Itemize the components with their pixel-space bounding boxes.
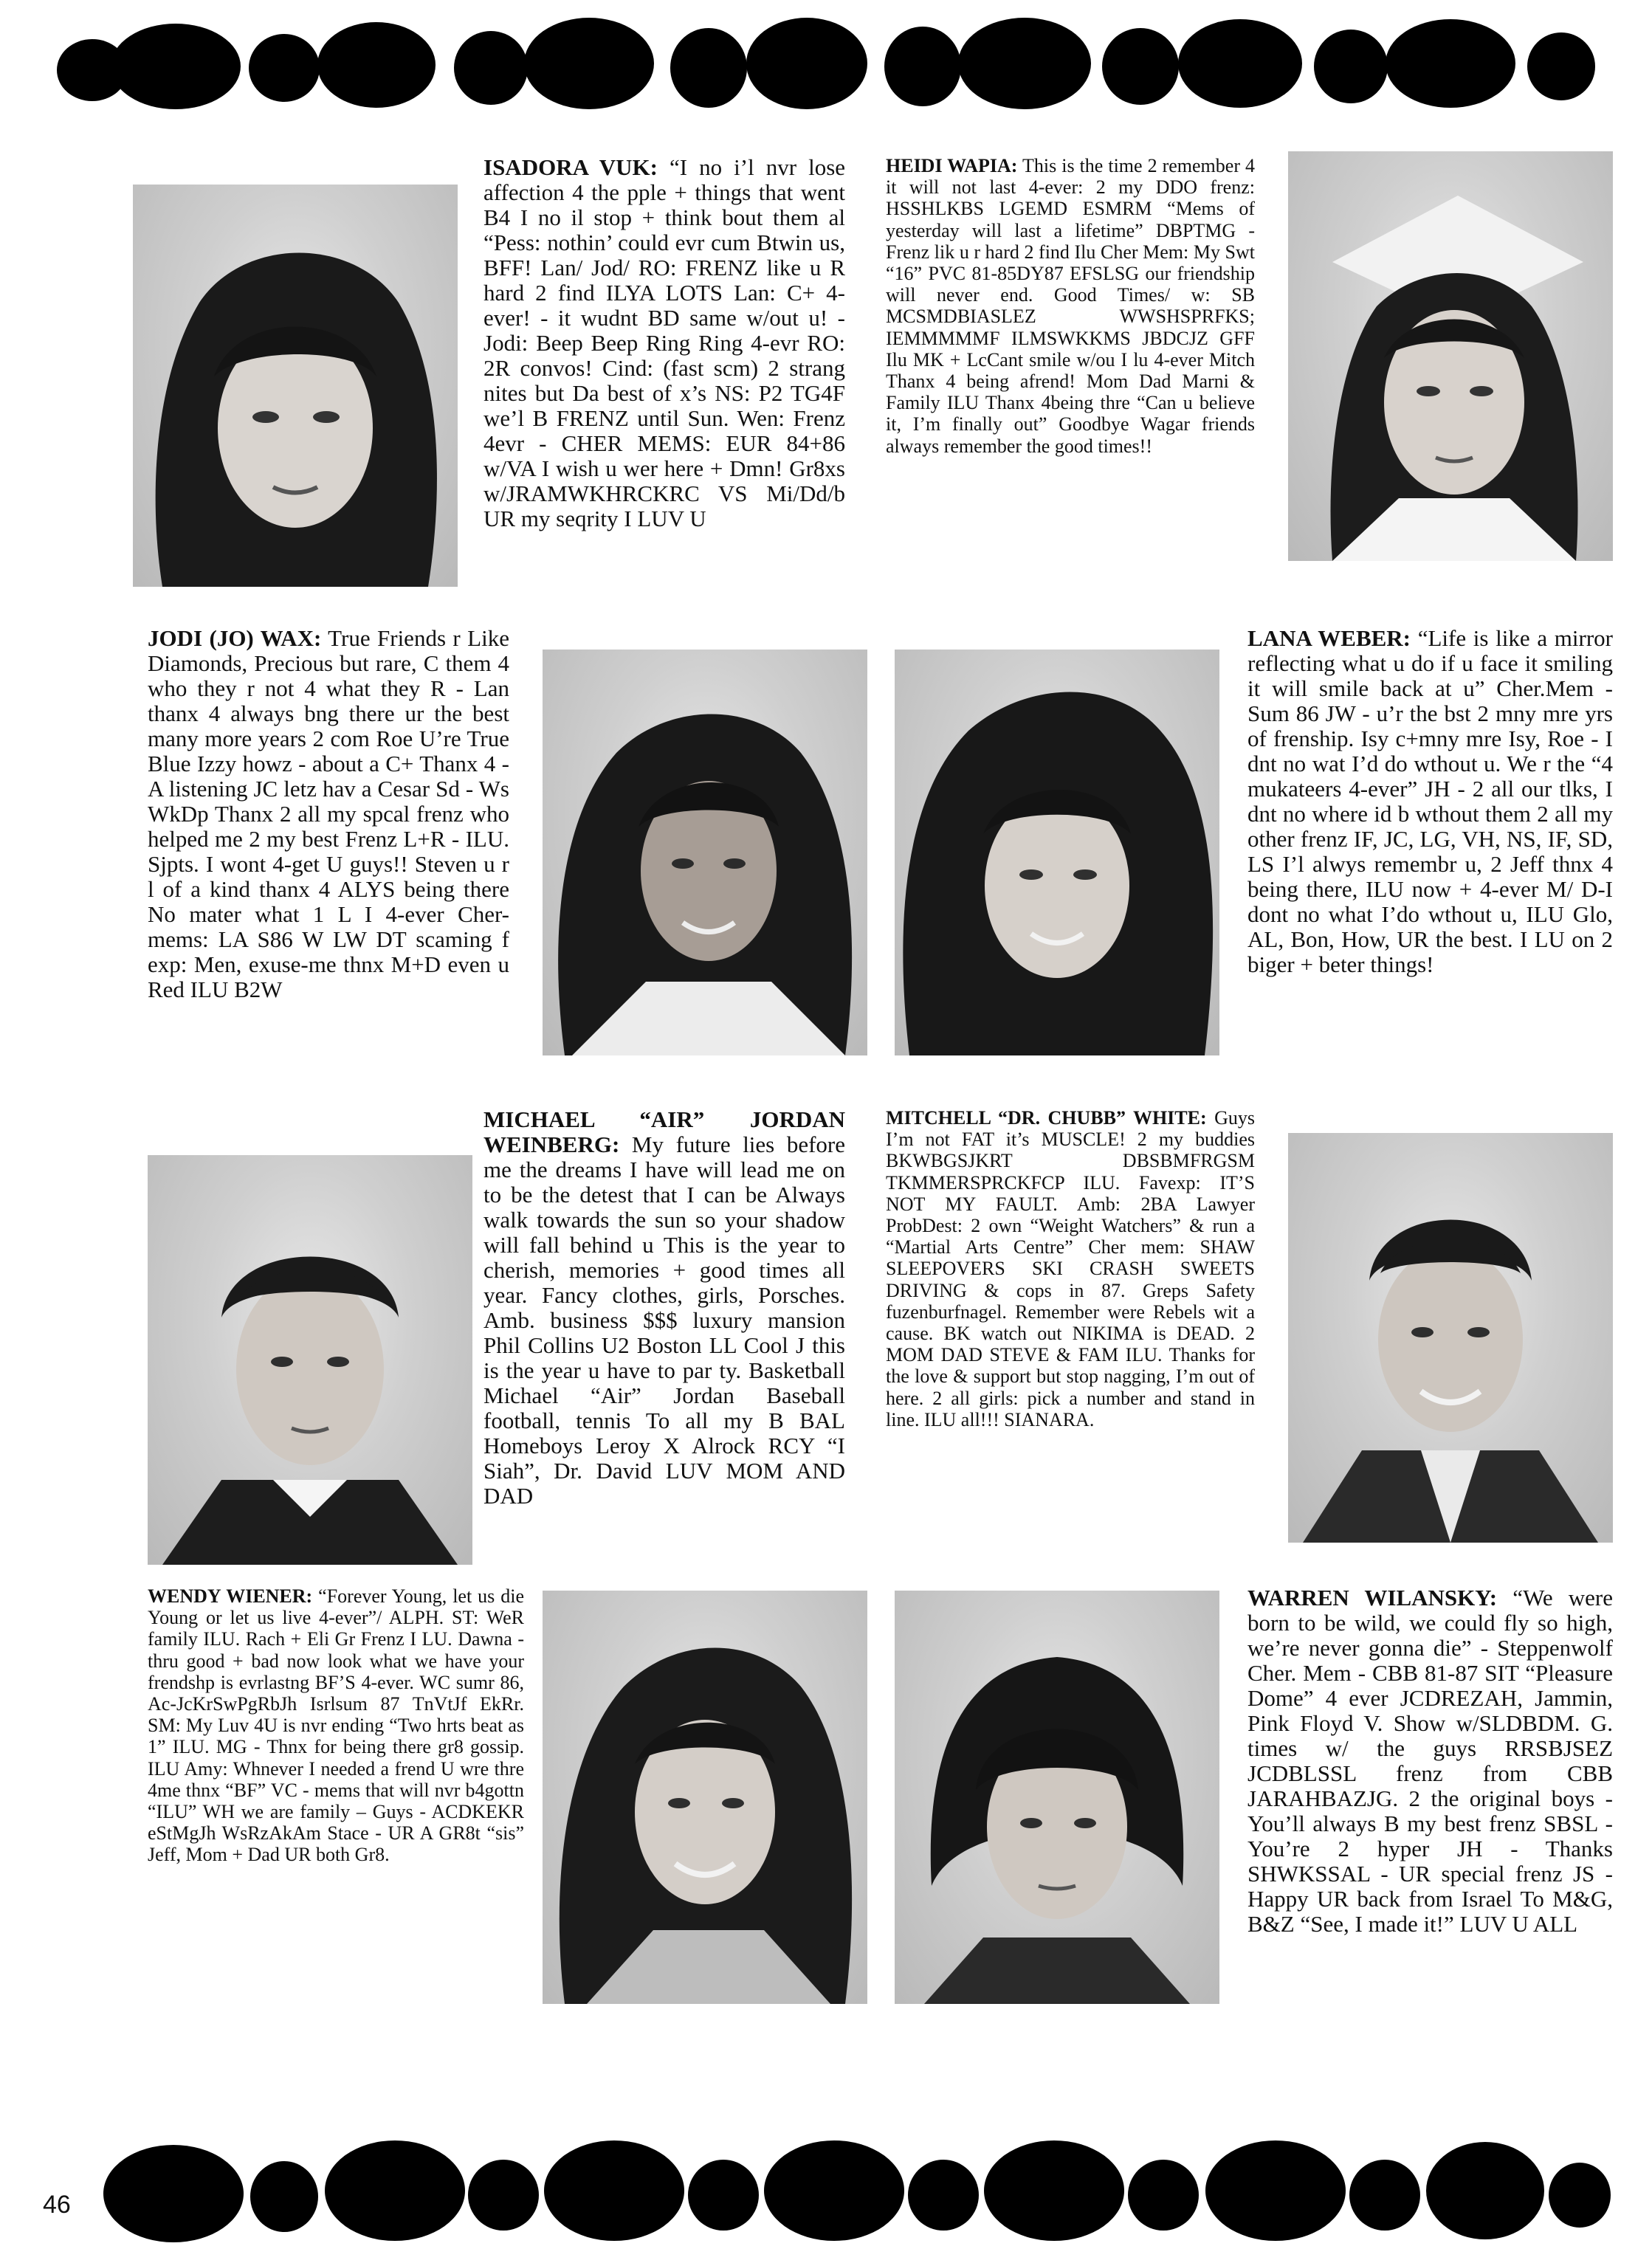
portrait-photo-warren-wilansky (895, 1591, 1219, 2004)
footprint-heel (670, 28, 747, 108)
footprint-sole (984, 2140, 1124, 2241)
bottom-footprints-border (0, 2126, 1652, 2259)
portrait-photo-isadora-vuk (133, 185, 458, 587)
student-name: MITCHELL “DR. CHUBB” WHITE: (886, 1107, 1207, 1129)
portrait-photo-mitchell-white (1288, 1133, 1613, 1543)
student-name: JODI (JO) WAX: (148, 626, 322, 651)
footprint-sole (544, 2140, 684, 2241)
student-quote: My future lies before me the dreams I have will lead me on to be the detest that I can be Always walk towards the sun so your shadow will fall behind u This is the year to cherish, memories + good times all year. Fancy clothes, girls, Porsches. Amb. business $$$ luxury mansion Phil Collins U2 Boston LL Cool J this is the year u have to par ty. Basketball Michael “Air” Jordan Baseball football, tennis To all my B BAL Homeboys Leroy X Alrock RCY “I Siah”, Dr. David LUV MOM AND DAD (483, 1132, 845, 1509)
entry-wendy-wiener (148, 1585, 524, 1940)
footprint-heel (1549, 2163, 1611, 2228)
footprint-sole (524, 18, 654, 109)
footprint-sole (111, 24, 241, 109)
footprint-sole (958, 18, 1091, 109)
footprint-heel (1527, 32, 1595, 100)
footprint-sole (1205, 2140, 1346, 2241)
portrait-photo-michael-weinberg (148, 1155, 472, 1565)
entry-mitchell-white (886, 1107, 1255, 1476)
portrait-photo-heidi-wapia (1288, 151, 1613, 561)
footprint-sole (325, 2140, 465, 2241)
footprint-sole (317, 22, 436, 108)
footprint-sole (1178, 19, 1302, 108)
entry-michael-weinberg (483, 1107, 845, 1535)
footprint-sole (103, 2145, 244, 2242)
student-quote: “Life is like a mirror reflecting what u do if u face it smiling it will smile back at u” Cher.Mem - Sum 86 JW - u’r the bst 2 mny mre yrs of frenship. Isy c+mny mre Isy, Roe - I dnt no wat I’d do wthout u. We r the “4 mukateers 4-ever” JH - 2 all our tlks, I dnt no where id b wthout them 2 all my other frenz IF, JC, LG, VH, NS, IF, SD, LS I’l alwys remembr u, 2 Jeff thnx 4 being there, ILU now + 4-ever M/ D-I dont no what I’do wthout u, ILU Glo, AL, Bon, How, UR the best. I LU on 2 biger + beter things! (1247, 626, 1613, 977)
student-name: WARREN WILANSKY: (1247, 1585, 1498, 1611)
footprint-heel (1102, 28, 1179, 105)
student-name: HEIDI WAPIA: (886, 155, 1018, 176)
footprint-heel (249, 34, 320, 102)
footprint-heel (1349, 2160, 1420, 2231)
footprint-sole (1426, 2142, 1544, 2239)
footprint-sole (746, 18, 867, 109)
footprint-heel (250, 2161, 318, 2232)
student-quote: True Friends r Like Diamonds, Precious but rare, C them 4 who they r not 4 what they R - Lan thanx 4 always bng there ur the best many more years 2 com Roe U’re True Blue Izzy howz - about a C+ Thanx 4 - A listening JC letz hav a Cesar Sd - Ws WkDp Thanx 2 all my spcal frenz who helped me 2 my best Frenz L+R - ILU. Sjpts. I wont 4-get U guys!! Steven u r l of a kind thanx 4 ALYS being there No mater what 1 L I 4-ever Cher-mems: LA S86 W LW DT scaming f exp: Men, exuse-me thnx M+D even u Red ILU B2W (148, 626, 509, 1002)
footprint-heel (908, 2160, 979, 2231)
footprint-heel (884, 27, 961, 106)
student-quote: Guys I’m not FAT it’s MUSCLE! 2 my buddies BKWBGSJKRT DBSBMFRGSM TKMMERSPRCKFCP ILU. Favexp: IT’S NOT MY FAULT. Amb: 2BA Lawyer ProbDest: 2 own “Weight Watchers” & run a “Martial Arts Centre” Cher mem: SHAW SLEEPOVERS SKI CRASH SWEETS DRIVING & cops in 87. Greps Safety fuzenburfnagel. Remember were Rebels wit a cause. BK watch out NIKIMA is DEAD. 2 MOM DAD STEVE & FAM ILU. Thanks for the love & support but stop nagging, I’m out of here. 2 all girls: pick a number and stand in line. ILU all!!! SIANARA. (886, 1107, 1255, 1430)
top-footprints-border (0, 15, 1652, 118)
student-name: ISADORA VUK: (483, 155, 658, 180)
student-quote: “I no i’l nvr lose affection 4 the pple + things that went B4 I no il stop + think bout them al “Pess: nothin’ could evr cum Btwin us, BFF! Lan/ Jod/ RO: FRENZ like u R hard 2 find ILYA LOTS Lan: C+ 4-ever! - it wudnt BD same w/out u! - Jodi: Beep Beep Ring Ring 4-evr RO: 2R convos! Cind: (fast scm) 2 strang nites but Da best of x’s NS: P2 TG4F we’l B FRENZ until Sun. Wen: Frenz 4evr - CHER MEMS: EUR 84+86 w/VA I wish u wer here + Dmn! Gr8xs w/JRAMWKHRCKRC VS Mi/Dd/b UR my seqrity I LUV U (483, 155, 845, 531)
student-quote: “Forever Young, let us die Young or let us live 4-ever”/ ALPH. ST: WeR family ILU. Rach + Eli Gr Frenz I LU. Dawna - thru good + bad now look what we have your frendshp is evrlastng BF’S 4-ever. WC sumr 86, Ac-JcKrSwPgRbJh Isrlsum 87 TnVtJf EkRr. SM: My Luv 4U is nvr ending “Two hrts beat as 1” ILU. MG - Thnx for being there gr8 gossip. ILU Amy: Whnever I needed a frend U wre thre 4me thnx “BF” VC - mems that will nvr b4gottn “ILU” WH we are family – Guys - ACDKEKR eStMgJh WsRzAkAm Stace - UR A GR8t “sis” Jeff, Mom + Dad UR both Gr8. (148, 1585, 524, 1866)
footprint-heel (468, 2160, 539, 2231)
footprint-heel (1128, 2160, 1199, 2231)
student-name: WENDY WIENER: (148, 1585, 313, 1607)
student-quote: “We were born to be wild, we could fly so high, we’re never gonna die” - Steppenwolf Cher. Mem - CBB 81-87 SIT “Pleasure Dome” 4 ever JCDREZAH, Jammin, Pink Floyd V. Show w/SLDBDM. G. times w/ the guys RRSBJSEZ JCDBLSSL frenz from CBB JARAHBAZJG. 2 the original boys - You’ll always B my best frenz SBSL - You’re 2 hyper JH - Thanks SHWKSSAL - UR special frenz JS - Happy UR back from Israel To M&G, B&Z “See, I made it!” LUV U ALL (1247, 1585, 1613, 1937)
footprint-heel (688, 2160, 759, 2231)
portrait-photo-wendy-wiener (543, 1591, 867, 2004)
entry-lana-weber (1247, 626, 1613, 1069)
student-name: MICHAEL “AIR” JORDAN WEINBERG: (483, 1107, 845, 1157)
entry-jodi-wax (148, 626, 509, 1069)
footprint-heel (454, 31, 528, 105)
portrait-photo-lana-weber (895, 650, 1219, 1055)
footprint-heel (1314, 30, 1388, 103)
footprint-sole (764, 2140, 904, 2241)
footprint-sole (1386, 19, 1515, 108)
student-name: LANA WEBER: (1247, 626, 1411, 651)
entry-isadora-vuk (483, 155, 845, 546)
portrait-photo-jodi-wax (543, 650, 867, 1055)
entry-heidi-wapia (886, 155, 1255, 539)
entry-warren-wilansky (1247, 1585, 1613, 1969)
student-quote: This is the time 2 remember 4 it will not last 4-ever: 2 my DDO frenz: HSSHLKBS LGEMD ESMRM “Mems of yesterday will last a lifetime” DBPTMG - Frenz lik u r hard 2 find Ilu Cher Mem: My Swt “16” PVC 81-85DY87 EFSLSG our friendship will never end. Good Times/ w: SB MCSMDBIASLEZ WWSHSPRFKS; IEMMMMMF ILMSWKKMS JBDCJZ GFF Ilu MK + LcCant smile w/ou I lu 4-ever Mitch Thanx 4 being afrend! Mom Dad Marni & Family ILU Thanx 4being thre “Can u believe it, I’m finally out” Goodbye Wagar friends always remember the good times!! (886, 155, 1255, 457)
page-number: 46 (43, 2191, 71, 2219)
